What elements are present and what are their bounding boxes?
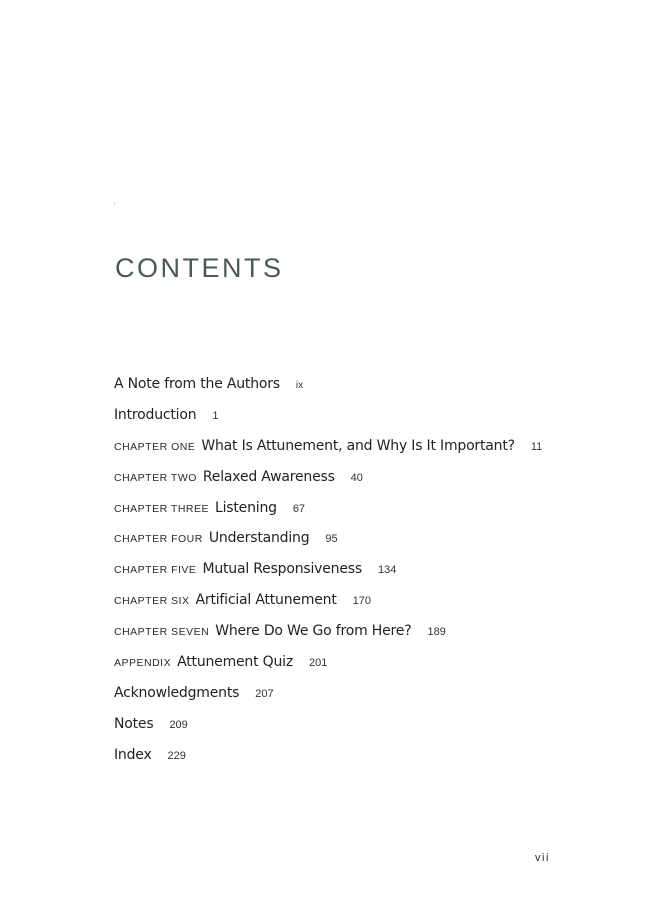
toc-entry-label: CHAPTER THREE xyxy=(114,502,209,515)
toc-entry-title: Artificial Attunement xyxy=(195,592,337,609)
toc-entry-page: 201 xyxy=(308,657,328,670)
toc-entry-label: CHAPTER FIVE xyxy=(114,564,197,577)
toc-entry-chapter-two xyxy=(114,469,634,500)
toc-entry-chapter-three xyxy=(114,500,634,531)
toc-entry-title: Acknowledgments xyxy=(114,684,240,701)
toc-entry-title: Index xyxy=(114,746,152,763)
toc-entry-page: 189 xyxy=(427,626,446,639)
page-speck xyxy=(114,202,115,205)
toc-entry-title: Understanding xyxy=(208,530,310,547)
toc-entry-page: 209 xyxy=(169,718,188,731)
toc-entry-chapter-four xyxy=(114,530,634,561)
toc-entry-index xyxy=(114,747,634,778)
toc-entry-title: A Note from the Authors xyxy=(114,376,280,392)
toc-entry-title: Relaxed Awareness xyxy=(202,468,335,485)
toc-entry-title: Where Do We Go from Here? xyxy=(215,623,412,640)
toc-entry-notes xyxy=(114,716,634,747)
toc-entry-chapter-one xyxy=(114,438,634,469)
toc-entry-page: 207 xyxy=(255,687,274,700)
table-of-contents xyxy=(114,376,634,778)
toc-entry-appendix xyxy=(114,654,634,685)
toc-entry-chapter-seven xyxy=(114,623,634,654)
toc-entry-page: 229 xyxy=(167,749,186,762)
toc-entry-page: 67 xyxy=(292,502,306,515)
toc-entry-label: CHAPTER ONE xyxy=(114,440,196,453)
toc-entry-introduction xyxy=(114,407,634,438)
toc-entry-label: CHAPTER FOUR xyxy=(114,533,203,546)
page-number: vii xyxy=(535,852,550,864)
toc-entry-title: Attunement Quiz xyxy=(177,654,293,671)
toc-entry-label: CHAPTER SIX xyxy=(114,595,190,608)
toc-entry-page: 1 xyxy=(212,409,219,422)
toc-entry-title: What Is Attunement, and Why Is It Important? xyxy=(201,437,515,454)
toc-entry-label: APPENDIX xyxy=(114,657,172,670)
contents-heading: CONTENTS xyxy=(115,253,284,283)
toc-entry-label: CHAPTER TWO xyxy=(114,471,197,484)
toc-entry-label: CHAPTER SEVEN xyxy=(114,626,210,639)
toc-entry-title: Introduction xyxy=(114,406,197,423)
toc-entry-title: Listening xyxy=(215,499,277,516)
toc-entry-page: ix xyxy=(295,380,304,391)
toc-entry-page: 95 xyxy=(325,533,338,546)
toc-entry-note-from-authors xyxy=(114,376,634,407)
toc-entry-acknowledgments xyxy=(114,685,634,716)
toc-entry-chapter-six xyxy=(114,592,634,623)
toc-entry-page: 40 xyxy=(350,471,363,484)
toc-entry-title: Mutual Responsiveness xyxy=(202,561,362,578)
toc-entry-page: 11 xyxy=(530,440,543,453)
toc-entry-chapter-five xyxy=(114,561,634,592)
toc-entry-page: 134 xyxy=(377,564,397,577)
toc-entry-title: Notes xyxy=(114,715,154,732)
toc-entry-page: 170 xyxy=(352,595,371,608)
